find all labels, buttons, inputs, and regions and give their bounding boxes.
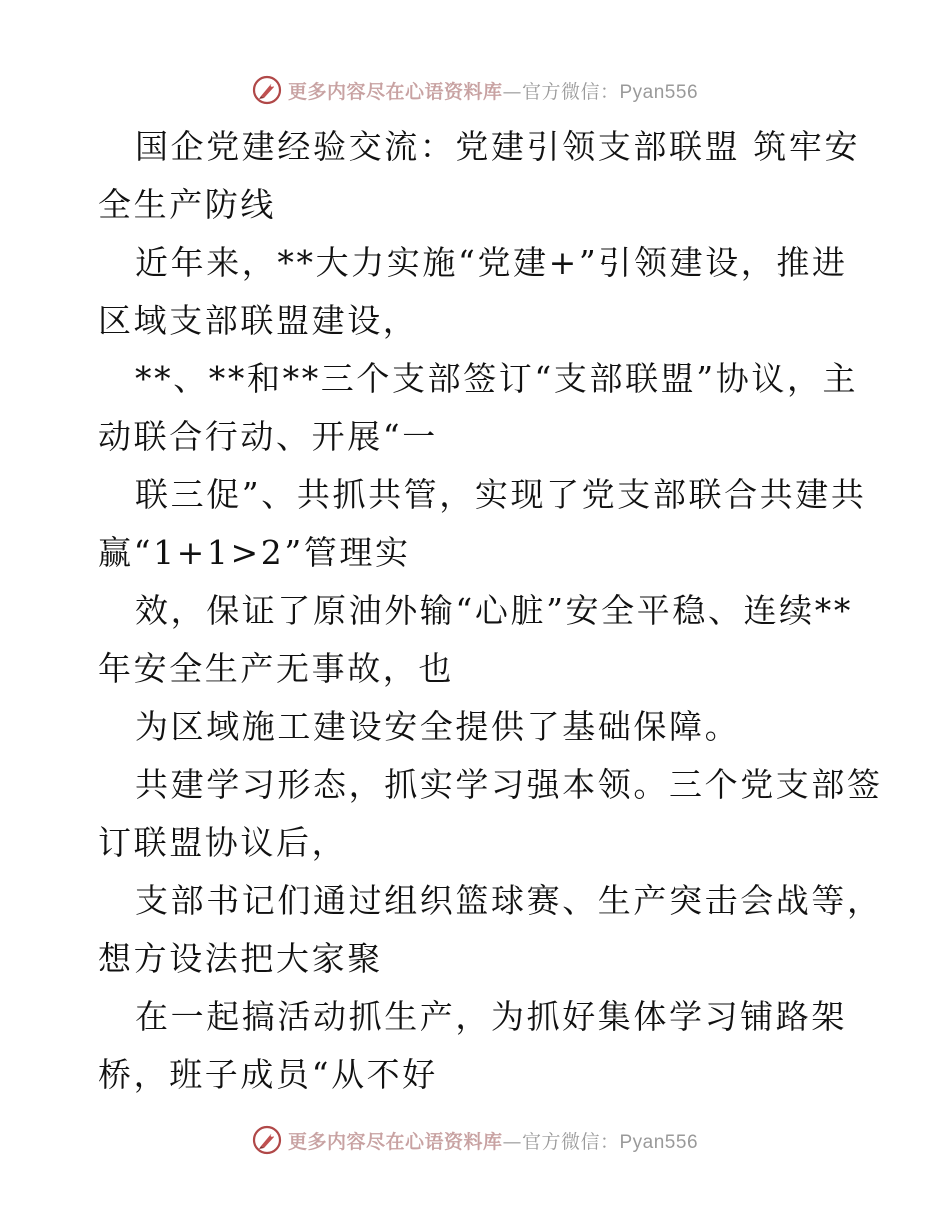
watermark-text xyxy=(288,77,698,104)
body-paragraph xyxy=(98,234,858,350)
watermark-wechat-id: Pyan556 xyxy=(619,81,699,103)
watermark-dash: — xyxy=(502,80,522,103)
pen-nib-logo-icon xyxy=(252,75,282,105)
document-body xyxy=(98,118,883,1104)
watermark-wechat-label: 官方微信： xyxy=(521,80,620,103)
text-line: **、**和**三个支部签订“支部联盟”协议，主 xyxy=(135,359,859,398)
header-watermark xyxy=(0,70,950,110)
text-line: 为区域施工建设安全提供了基础保障。 xyxy=(135,707,741,746)
text-line: 订联盟协议后， xyxy=(98,823,348,862)
text-line: 效，保证了原油外输“心脏”安全平稳、连续** xyxy=(135,591,853,630)
title-paragraph xyxy=(98,118,861,234)
body-paragraph xyxy=(98,582,858,698)
text-line: 联三促”、共抓共管，实现了党支部联合共建共 xyxy=(135,475,867,514)
footer-watermark xyxy=(0,1120,950,1160)
text-line: 全生产防线 xyxy=(98,185,276,224)
text-line: 国企党建经验交流：党建引领支部联盟 筑牢安 xyxy=(135,127,861,166)
watermark-wechat-id: Pyan556 xyxy=(619,1131,699,1153)
body-paragraph xyxy=(98,698,858,756)
text-line: 动联合行动、开展“一 xyxy=(98,417,438,456)
text-line: 赢“1+1>2”管理实 xyxy=(98,533,411,572)
body-paragraph xyxy=(98,988,858,1104)
pen-nib-logo-icon xyxy=(252,1125,282,1155)
text-line: 近年来，**大力实施“党建+”引领建设，推进 xyxy=(135,243,848,282)
body-paragraph xyxy=(98,872,883,988)
text-line: 区域支部联盟建设， xyxy=(98,301,419,340)
body-paragraph xyxy=(98,466,867,582)
text-line: 桥，班子成员“从不好 xyxy=(98,1055,438,1094)
text-line: 年安全生产无事故，也 xyxy=(98,649,454,688)
body-paragraph xyxy=(98,350,858,466)
text-line: 支部书记们通过组织篮球赛、生产突击会战等， xyxy=(135,881,883,920)
watermark-text xyxy=(288,1127,698,1154)
text-line: 在一起搞活动抓生产，为抓好集体学习铺路架 xyxy=(135,997,847,1036)
body-paragraph xyxy=(98,756,883,872)
watermark-dash: — xyxy=(502,1130,522,1153)
text-line: 想方设法把大家聚 xyxy=(98,939,383,978)
watermark-brand: 更多内容尽在心语资料库 xyxy=(287,80,503,103)
watermark-brand: 更多内容尽在心语资料库 xyxy=(287,1130,503,1153)
text-line: 共建学习形态，抓实学习强本领。三个党支部签 xyxy=(135,765,883,804)
watermark-wechat-label: 官方微信： xyxy=(521,1130,620,1153)
